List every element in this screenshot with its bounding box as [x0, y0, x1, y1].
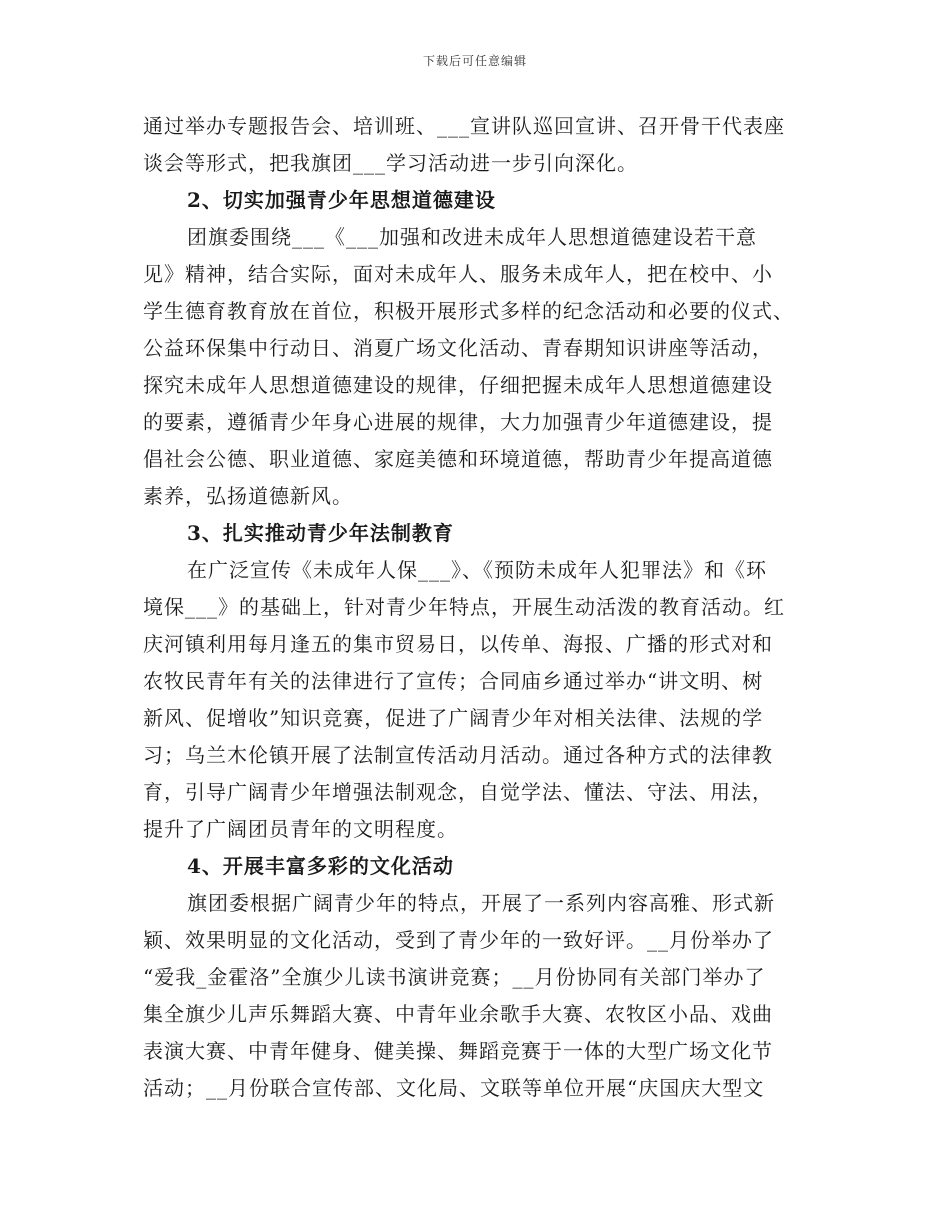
section-heading: 2、切实加强青少年思想道德建设 [187, 188, 496, 212]
paragraph-line: 谈会等形式，把我旗团___学习活动进一步引向深化。 [143, 151, 638, 175]
section-heading: 4、开展丰富多彩的文化活动 [187, 854, 454, 878]
paragraph-line: 素养，弘扬道德新风。 [143, 484, 353, 508]
paragraph-line: 农牧民青年有关的法律进行了宣传；合同庙乡通过举办“讲文明、树 [143, 669, 764, 693]
paragraph-line: 见》精神，结合实际，面对未成年人、服务未成年人，把在校中、小 [143, 262, 773, 286]
paragraph-line: 公益环保集中行动日、消夏广场文化活动、青春期知识讲座等活动， [143, 336, 773, 360]
paragraph-line: 颖、效果明显的文化活动，受到了青少年的一致好评。__月份举办了 [143, 928, 774, 952]
paragraph-line: 新风、促增收”知识竞赛，促进了广阔青少年对相关法律、法规的学 [143, 706, 764, 730]
page-header: 下载后可任意编辑 [422, 54, 527, 68]
paragraph-line: 旗团委根据广阔青少年的特点，开展了一系列内容高雅、形式新 [187, 891, 775, 915]
paragraph-line: 在广泛宣传《未成年人保___》、《预防未成年人犯罪法》和《环 [187, 558, 767, 582]
paragraph-line: 表演大赛、中青年健身、健美操、舞蹈竞赛于一体的大型广场文化节 [143, 1039, 773, 1063]
paragraph-line: 探究未成年人思想道德建设的规律，仔细把握未成年人思想道德建设 [143, 373, 773, 397]
paragraph-line: 境保___》的基础上，针对青少年特点，开展生动活泼的教育活动。红 [143, 595, 785, 619]
paragraph-line: 的要素，遵循青少年身心进展的规律，大力加强青少年道德建设，提 [143, 410, 773, 434]
document-body [143, 108, 807, 1107]
paragraph-line: 通过举办专题报告会、培训班、___宣讲队巡回宣讲、召开骨干代表座 [143, 114, 785, 138]
paragraph-line: 习；乌兰木伦镇开展了法制宣传活动月活动。通过各种方式的法律教 [143, 743, 773, 767]
paragraph-line: 提升了广阔团员青年的文明程度。 [143, 817, 458, 841]
paragraph-line: 学生德育教育放在首位，积极开展形式多样的纪念活动和必要的仪式、 [143, 299, 794, 323]
paragraph-line: 团旗委围绕___《___加强和改进未成年人思想道德建设若干意 [187, 225, 757, 249]
paragraph-line: 育，引导广阔青少年增强法制观念，自觉学法、懂法、守法、用法， [143, 780, 773, 804]
section-heading: 3、扎实推动青少年法制教育 [187, 521, 454, 545]
paragraph-line: 集全旗少儿声乐舞蹈大赛、中青年业余歌手大赛、农牧区小品、戏曲 [143, 1002, 773, 1026]
paragraph-line: 倡社会公德、职业道德、家庭美德和环境道德，帮助青少年提高道德 [143, 447, 773, 471]
paragraph-line: “爱我_金霍洛”全旗少儿读书演讲竞赛；__月份协同有关部门举办了 [143, 965, 766, 989]
paragraph-line: 活动；__月份联合宣传部、文化局、文联等单位开展“庆国庆大型文 [143, 1076, 765, 1100]
paragraph-line: 庆河镇利用每月逢五的集市贸易日，以传单、海报、广播的形式对和 [143, 632, 773, 656]
